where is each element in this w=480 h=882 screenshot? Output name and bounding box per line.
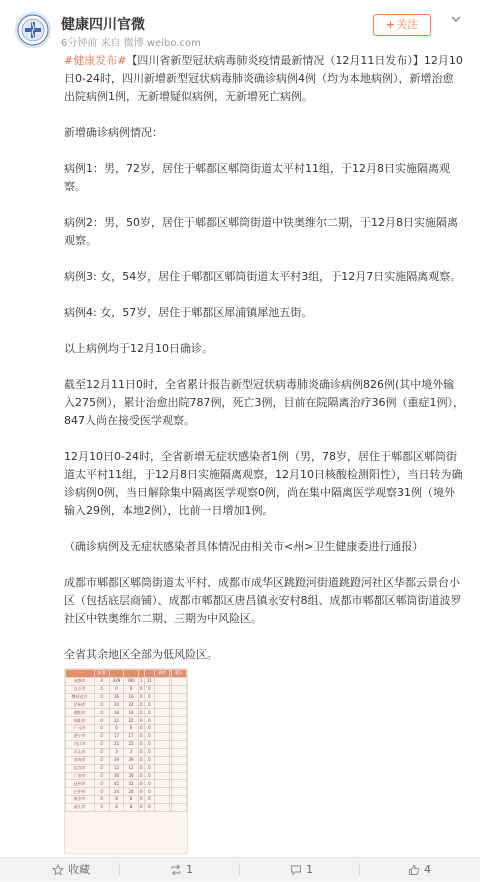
post-paragraph: （确诊病例及无症状感染者具体情况由相关市<州>卫生健康委进行通报） bbox=[64, 540, 424, 553]
table-cell bbox=[171, 725, 186, 733]
table-cell: 巴中市 bbox=[66, 788, 95, 796]
table-row bbox=[66, 677, 187, 685]
table-cell: 0 bbox=[94, 741, 109, 749]
post-time[interactable]: 6分钟前 bbox=[61, 38, 98, 49]
table-cell bbox=[171, 685, 186, 693]
table-cell: 0 bbox=[138, 772, 144, 780]
table-cell bbox=[155, 677, 170, 685]
follow-button[interactable] bbox=[373, 14, 431, 36]
divider bbox=[239, 863, 240, 876]
table-cell bbox=[155, 756, 170, 764]
table-cell: 17 bbox=[124, 733, 139, 741]
table-cell: 攀枝花市 bbox=[66, 693, 95, 701]
table-header-cell: 新增 bbox=[94, 670, 109, 678]
table-cell: 遂宁市 bbox=[66, 733, 95, 741]
table-header-cell bbox=[124, 670, 139, 678]
table-cell bbox=[155, 780, 170, 788]
table-cell: 0 bbox=[138, 725, 144, 733]
table-cell: 0 bbox=[94, 756, 109, 764]
table-cell: 南充市 bbox=[66, 756, 95, 764]
table-cell bbox=[171, 756, 186, 764]
post-source[interactable]: 来自 微博 weibo.com bbox=[100, 38, 201, 49]
table-cell: 0 bbox=[138, 788, 144, 796]
table-cell: 17 bbox=[109, 733, 124, 741]
repost-count: 1 bbox=[186, 863, 193, 876]
table-cell bbox=[171, 741, 186, 749]
divider bbox=[119, 863, 120, 876]
post-paragraph: 病例2：男，50岁，居住于郫都区郫筒街道中铁奥维尔二期，于12月8日实施隔离观察。 bbox=[64, 216, 458, 247]
table-cell: 24 bbox=[109, 788, 124, 796]
post-header bbox=[15, 10, 465, 50]
like-count: 4 bbox=[424, 863, 431, 876]
table-row bbox=[66, 725, 187, 733]
table-cell: 8 bbox=[109, 804, 124, 812]
table-cell: 内江市 bbox=[66, 741, 95, 749]
table-cell bbox=[155, 685, 170, 693]
table-cell: 0 bbox=[138, 796, 144, 804]
table-cell bbox=[171, 788, 186, 796]
table-cell: 0 bbox=[138, 685, 144, 693]
table-cell: 42 bbox=[109, 780, 124, 788]
favorite-button[interactable] bbox=[52, 858, 90, 882]
table-cell: 乐山市 bbox=[66, 748, 95, 756]
hashtag-link[interactable]: #健康发布# bbox=[64, 54, 127, 67]
like-button[interactable] bbox=[408, 858, 431, 882]
table-cell: 18 bbox=[124, 709, 139, 717]
table-cell bbox=[171, 677, 186, 685]
table-cell: 42 bbox=[124, 780, 139, 788]
table-cell bbox=[171, 701, 186, 709]
table-cell: 0 bbox=[94, 788, 109, 796]
table-cell bbox=[155, 701, 170, 709]
post-paragraph: 截至12月11日0时，全省累计报告新型冠状病毒肺炎确诊病例826例(其中境外输入275例），累计治愈出院787例，死亡3例，目前在院隔离治疗36例（重症1例），847人尚在接受医学观察。 bbox=[64, 378, 464, 427]
table-header-cell: 累计 bbox=[171, 670, 186, 678]
table-cell: 0 bbox=[94, 748, 109, 756]
table-cell bbox=[171, 709, 186, 717]
table-row bbox=[66, 772, 187, 780]
table-cell bbox=[155, 693, 170, 701]
author-name[interactable]: 健康四川官微 bbox=[61, 17, 145, 33]
post-paragraph: 全省其余地区全部为低风险区。 bbox=[64, 648, 218, 661]
table-row bbox=[66, 709, 187, 717]
comment-button[interactable] bbox=[290, 858, 313, 882]
table-cell: 16 bbox=[124, 693, 139, 701]
table-cell bbox=[155, 772, 170, 780]
follow-label: 关注 bbox=[396, 18, 419, 31]
table-cell: 12 bbox=[109, 764, 124, 772]
table-cell: 广元市 bbox=[66, 725, 95, 733]
table-cell: 眉山市 bbox=[66, 804, 95, 812]
table-cell: 24 bbox=[124, 701, 139, 709]
table-row bbox=[66, 717, 187, 725]
table-cell: 0 bbox=[138, 701, 144, 709]
table-cell: 0 bbox=[144, 804, 154, 812]
table-cell: 22 bbox=[109, 717, 124, 725]
post-image-thumbnail[interactable] bbox=[64, 668, 188, 854]
action-bar bbox=[0, 857, 480, 881]
table-cell: 6 bbox=[109, 725, 124, 733]
table-cell: 雅安市 bbox=[66, 796, 95, 804]
table-cell bbox=[171, 764, 186, 772]
avatar[interactable] bbox=[15, 12, 51, 48]
table-header-cell bbox=[144, 670, 154, 678]
table-cell: 12 bbox=[124, 764, 139, 772]
table-cell bbox=[171, 748, 186, 756]
table-cell: 0 bbox=[94, 693, 109, 701]
table-cell bbox=[171, 717, 186, 725]
table-cell: 18 bbox=[109, 709, 124, 717]
health-logo-icon bbox=[16, 13, 50, 47]
table-cell: 0 bbox=[144, 748, 154, 756]
table-cell bbox=[171, 804, 186, 812]
table-cell: 0 bbox=[94, 796, 109, 804]
table-cell: 宜宾市 bbox=[66, 764, 95, 772]
table-cell: 自贡市 bbox=[66, 685, 95, 693]
table-row bbox=[66, 804, 187, 812]
table-cell: 31 bbox=[144, 677, 154, 685]
table-cell: 1 bbox=[138, 677, 144, 685]
table-cell: 0 bbox=[94, 701, 109, 709]
post-content bbox=[64, 52, 464, 682]
table-row bbox=[66, 764, 187, 772]
table-cell bbox=[155, 733, 170, 741]
table-cell: 4 bbox=[94, 677, 109, 685]
table-cell: 0 bbox=[94, 772, 109, 780]
repost-button[interactable] bbox=[170, 858, 193, 882]
post-paragraph: 病例1：男，72岁，居住于郫都区郫筒街道太平村11组，于12月8日实施隔离观察。 bbox=[64, 162, 450, 193]
table-row bbox=[66, 693, 187, 701]
table-cell: 16 bbox=[109, 693, 124, 701]
table-cell: 0 bbox=[94, 709, 109, 717]
table-cell: 6 bbox=[124, 725, 139, 733]
post-paragraph: 成都市郫都区郫筒街道太平村、成都市成华区跳蹬河街道跳蹬河社区华都云景台小区（包括底层商铺）、成都市郫都区唐昌镇永安村8组、成都市郫都区郫筒街道波罗社区中铁奥维尔二期、三期为中风险区。 bbox=[64, 576, 462, 625]
table-cell: 0 bbox=[144, 788, 154, 796]
case-table-image bbox=[65, 669, 187, 812]
table-cell bbox=[155, 796, 170, 804]
table-cell: 0 bbox=[138, 717, 144, 725]
table-cell: 0 bbox=[138, 709, 144, 717]
table-cell: 0 bbox=[144, 709, 154, 717]
chevron-down-icon[interactable] bbox=[447, 12, 465, 30]
table-cell: 0 bbox=[138, 748, 144, 756]
table-row bbox=[66, 701, 187, 709]
table-cell bbox=[171, 772, 186, 780]
favorite-label: 收藏 bbox=[68, 863, 90, 876]
table-cell: 0 bbox=[138, 693, 144, 701]
table-header-cell bbox=[109, 670, 124, 678]
post-paragraph: 病例3: 女，54岁，居住于郫都区郫筒街道太平村3组，于12月7日实施隔离观察。 bbox=[64, 270, 462, 283]
table-header-row bbox=[66, 670, 187, 678]
table-cell: 0 bbox=[94, 725, 109, 733]
table-row bbox=[66, 685, 187, 693]
table-cell: 22 bbox=[124, 717, 139, 725]
post-paragraph: 12月10日0-24时，全省新增无症状感染者1例（男，78岁，居住于郫都区郫筒街道太平村11组，于12月8日实施隔离观察，12月10日核酸检测阳性），当日转为确诊病例0例，当日解除集中隔离医学观察0例，尚在集中隔离医学观察31例（境外输入29例，本地2例），比前一日增加1例。 bbox=[64, 450, 463, 517]
table-cell: 0 bbox=[94, 733, 109, 741]
table-cell: 3 bbox=[109, 748, 124, 756]
table-cell: 0 bbox=[138, 741, 144, 749]
table-header-cell bbox=[66, 670, 95, 678]
table-cell: 0 bbox=[138, 756, 144, 764]
table-cell: 达州市 bbox=[66, 780, 95, 788]
table-cell bbox=[155, 804, 170, 812]
table-cell: 0 bbox=[144, 756, 154, 764]
table-cell: 0 bbox=[144, 741, 154, 749]
divider bbox=[359, 863, 360, 876]
table-cell: 0 bbox=[138, 764, 144, 772]
table-row bbox=[66, 796, 187, 804]
table-cell bbox=[155, 709, 170, 717]
table-cell: 0 bbox=[144, 717, 154, 725]
table-cell: 30 bbox=[124, 772, 139, 780]
table-cell: 德阳市 bbox=[66, 709, 95, 717]
table-cell: 0 bbox=[144, 725, 154, 733]
table-cell bbox=[155, 725, 170, 733]
table-row bbox=[66, 780, 187, 788]
table-cell: 0 bbox=[138, 780, 144, 788]
table-cell: 8 bbox=[124, 796, 139, 804]
table-cell bbox=[171, 780, 186, 788]
table-cell: 8 bbox=[109, 796, 124, 804]
table-header-cell: 新增 bbox=[155, 670, 170, 678]
table-cell: 0 bbox=[144, 701, 154, 709]
table-row bbox=[66, 741, 187, 749]
table-cell bbox=[155, 748, 170, 756]
table-cell: 0 bbox=[94, 780, 109, 788]
table-cell: 39 bbox=[124, 756, 139, 764]
table-cell: 0 bbox=[138, 733, 144, 741]
post-meta bbox=[61, 34, 201, 49]
table-cell bbox=[155, 717, 170, 725]
table-cell: 30 bbox=[109, 772, 124, 780]
comment-icon bbox=[290, 864, 302, 876]
table-cell bbox=[171, 733, 186, 741]
table-cell: 0 bbox=[144, 693, 154, 701]
table-cell: 0 bbox=[124, 685, 139, 693]
table-cell: 0 bbox=[144, 772, 154, 780]
repost-icon bbox=[170, 864, 182, 876]
table-cell: 0 bbox=[94, 804, 109, 812]
table-cell: 429 bbox=[109, 677, 124, 685]
table-cell: 0 bbox=[144, 796, 154, 804]
post-paragraph: 以上病例均于12月10日确诊。 bbox=[64, 342, 213, 355]
table-cell: 广安市 bbox=[66, 772, 95, 780]
thumbs-up-icon bbox=[408, 864, 420, 876]
table-cell: 0 bbox=[144, 685, 154, 693]
table-row bbox=[66, 756, 187, 764]
table-row bbox=[66, 788, 187, 796]
table-cell bbox=[155, 788, 170, 796]
table-cell: 0 bbox=[144, 764, 154, 772]
table-cell: 22 bbox=[109, 741, 124, 749]
table-cell: 0 bbox=[94, 764, 109, 772]
plus-icon: + bbox=[385, 18, 396, 31]
table-row bbox=[66, 733, 187, 741]
post-paragraph bbox=[64, 52, 464, 106]
post-paragraph: 新增确诊病例情况： bbox=[64, 126, 163, 139]
table-cell: 绵阳市 bbox=[66, 717, 95, 725]
comment-count: 1 bbox=[306, 863, 313, 876]
table-cell: 3 bbox=[124, 748, 139, 756]
table-cell: 390 bbox=[124, 677, 139, 685]
table-cell: 0 bbox=[94, 717, 109, 725]
paragraph-text: 【四川省新型冠状病毒肺炎疫情最新情况（12月11日发布）】12月10日0-24时，四川新增新型冠状病毒肺炎确诊病例4例（均为本地病例），新增治愈出院病例1例，无新增疑似病例，无新增死亡病例。 bbox=[64, 54, 463, 103]
table-cell bbox=[155, 741, 170, 749]
table-cell: 0 bbox=[109, 685, 124, 693]
star-icon bbox=[52, 864, 64, 876]
table-cell bbox=[171, 693, 186, 701]
table-cell: 成都市 bbox=[66, 677, 95, 685]
table-cell: 0 bbox=[144, 733, 154, 741]
post-paragraph: 病例4: 女，57岁，居住于郫都区犀浦镇犀池五街。 bbox=[64, 306, 313, 319]
table-cell: 0 bbox=[144, 780, 154, 788]
table-cell bbox=[171, 796, 186, 804]
table-cell: 22 bbox=[124, 741, 139, 749]
table-cell: 24 bbox=[109, 701, 124, 709]
table-cell: 0 bbox=[138, 804, 144, 812]
table-cell: 8 bbox=[124, 804, 139, 812]
table-cell: 24 bbox=[124, 788, 139, 796]
table-cell: 泸州市 bbox=[66, 701, 95, 709]
table-cell bbox=[155, 764, 170, 772]
table-cell: 0 bbox=[94, 685, 109, 693]
table-row bbox=[66, 748, 187, 756]
table-cell: 39 bbox=[109, 756, 124, 764]
